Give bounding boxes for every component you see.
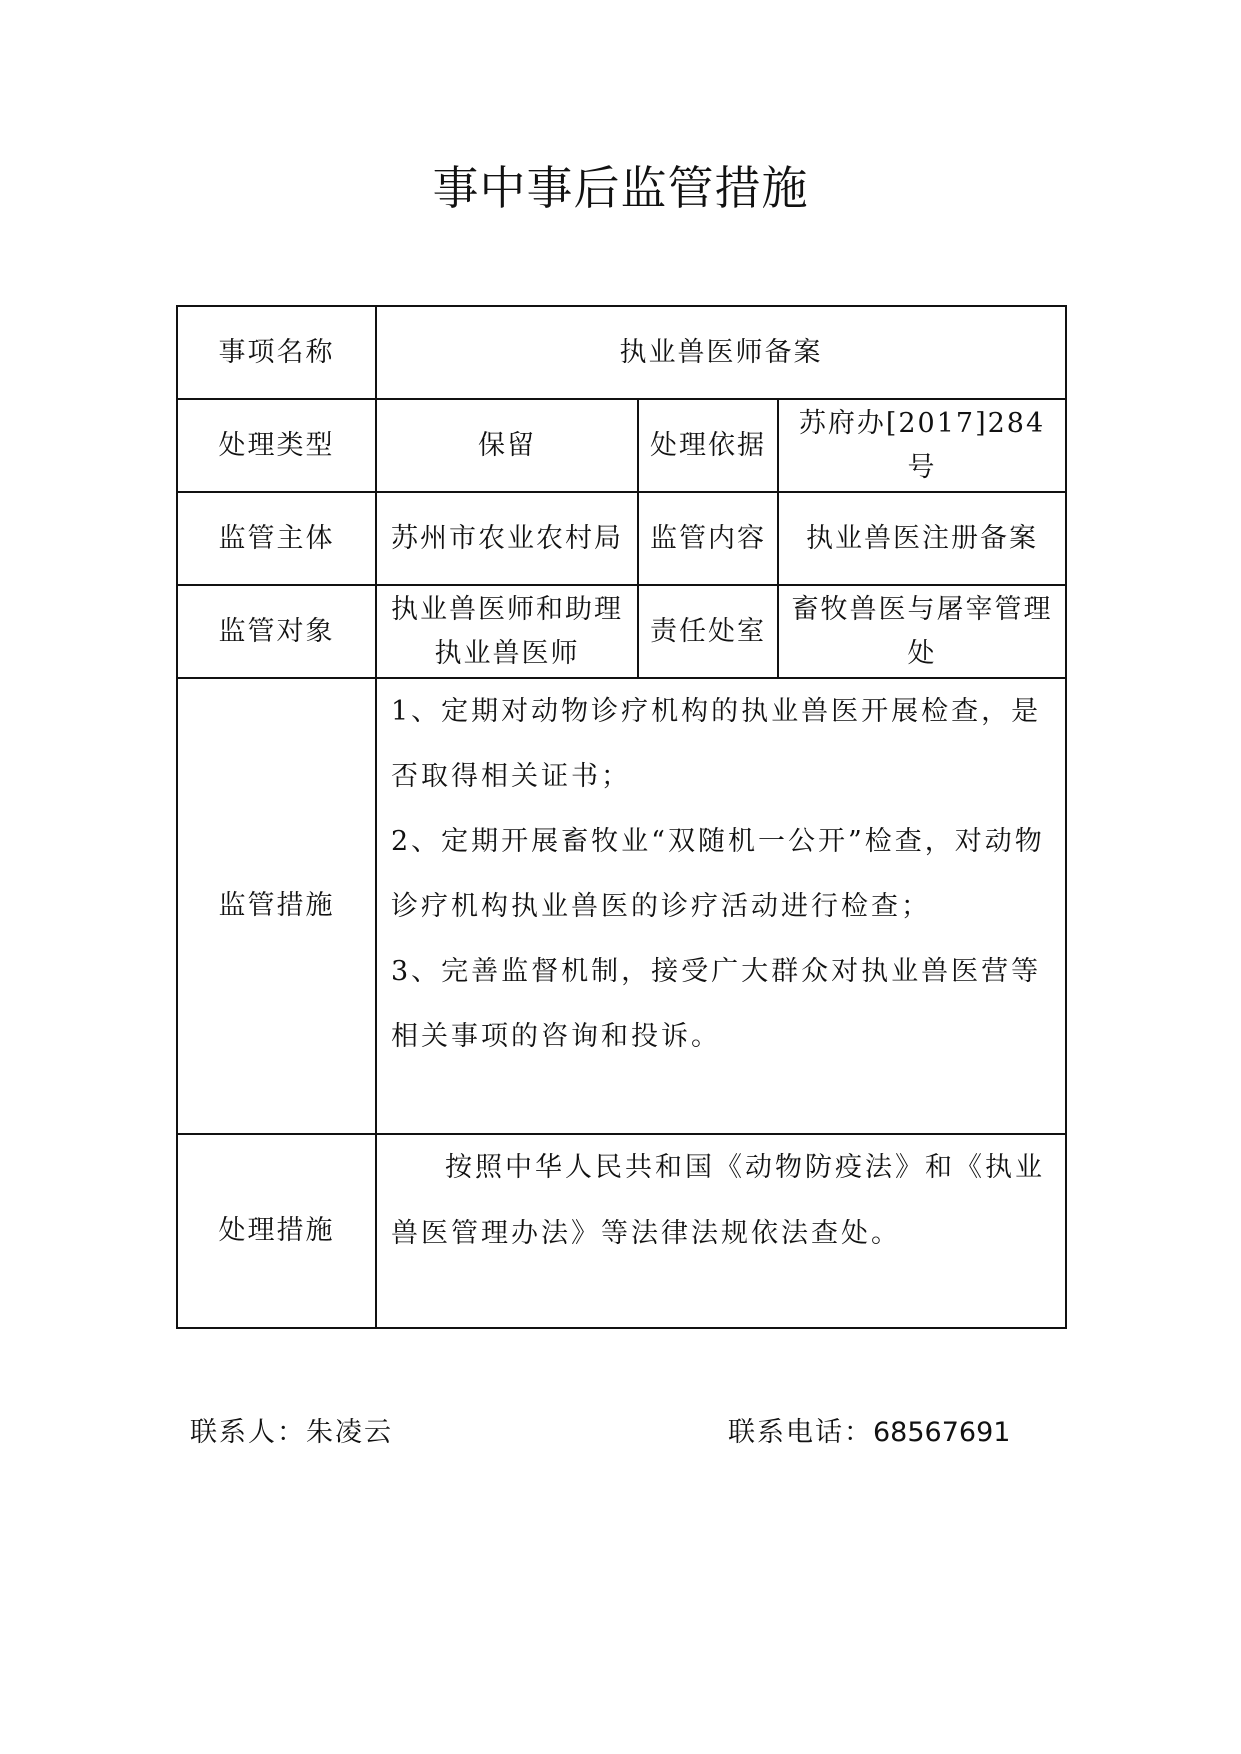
page-title: 事中事后监管措施 <box>432 161 809 215</box>
handling-measures-cell <box>376 1134 1066 1328</box>
table-row <box>177 1134 1066 1328</box>
contact-phone <box>728 1410 1010 1449</box>
measures-list <box>391 679 1051 1069</box>
table-row <box>177 678 1066 1134</box>
table-row <box>177 306 1066 399</box>
supervision-content-label: 监管内容 <box>638 492 778 585</box>
item-name-label: 事项名称 <box>177 306 376 399</box>
measures-label: 监管措施 <box>177 678 376 1134</box>
table-row <box>177 399 1066 492</box>
supervision-content-value: 执业兽医注册备案 <box>778 492 1066 585</box>
list-item: 3、完善监督机制，接受广大群众对执业兽医营等相关事项的咨询和投诉。 <box>391 956 1042 1052</box>
handling-type-value: 保留 <box>376 399 638 492</box>
handling-measures-value: 按照中华人民共和国《动物防疫法》和《执业兽医管理办法》等法律法规依法查处。 <box>391 1152 1045 1249</box>
handling-basis-value: 苏府办[2017]284号 <box>778 399 1066 492</box>
phone-label: 联系电话： <box>728 1417 873 1448</box>
responsible-office-label: 责任处室 <box>638 585 778 678</box>
handling-type-label: 处理类型 <box>177 399 376 492</box>
table-row <box>177 492 1066 585</box>
supervised-object-value: 执业兽医师和助理执业兽医师 <box>376 585 638 678</box>
responsible-office-value: 畜牧兽医与屠宰管理处 <box>778 585 1066 678</box>
handling-basis-label: 处理依据 <box>638 399 778 492</box>
supervisor-value: 苏州市农业农村局 <box>376 492 638 585</box>
supervision-table <box>176 305 1067 1329</box>
handling-measures-label: 处理措施 <box>177 1134 376 1328</box>
contact-label: 联系人： <box>190 1417 306 1448</box>
list-item: 1、定期对动物诊疗机构的执业兽医开展检查，是否取得相关证书； <box>391 696 1042 792</box>
supervised-object-label: 监管对象 <box>177 585 376 678</box>
phone-number: 68567691 <box>873 1417 1011 1448</box>
contact-name: 朱凌云 <box>306 1417 393 1448</box>
contact-person <box>190 1410 393 1449</box>
supervisor-label: 监管主体 <box>177 492 376 585</box>
measures-cell <box>376 678 1066 1134</box>
list-item: 2、定期开展畜牧业“双随机一公开”检查，对动物诊疗机构执业兽医的诊疗活动进行检查； <box>391 826 1045 922</box>
item-name-value: 执业兽医师备案 <box>376 306 1066 399</box>
table-row <box>177 585 1066 678</box>
